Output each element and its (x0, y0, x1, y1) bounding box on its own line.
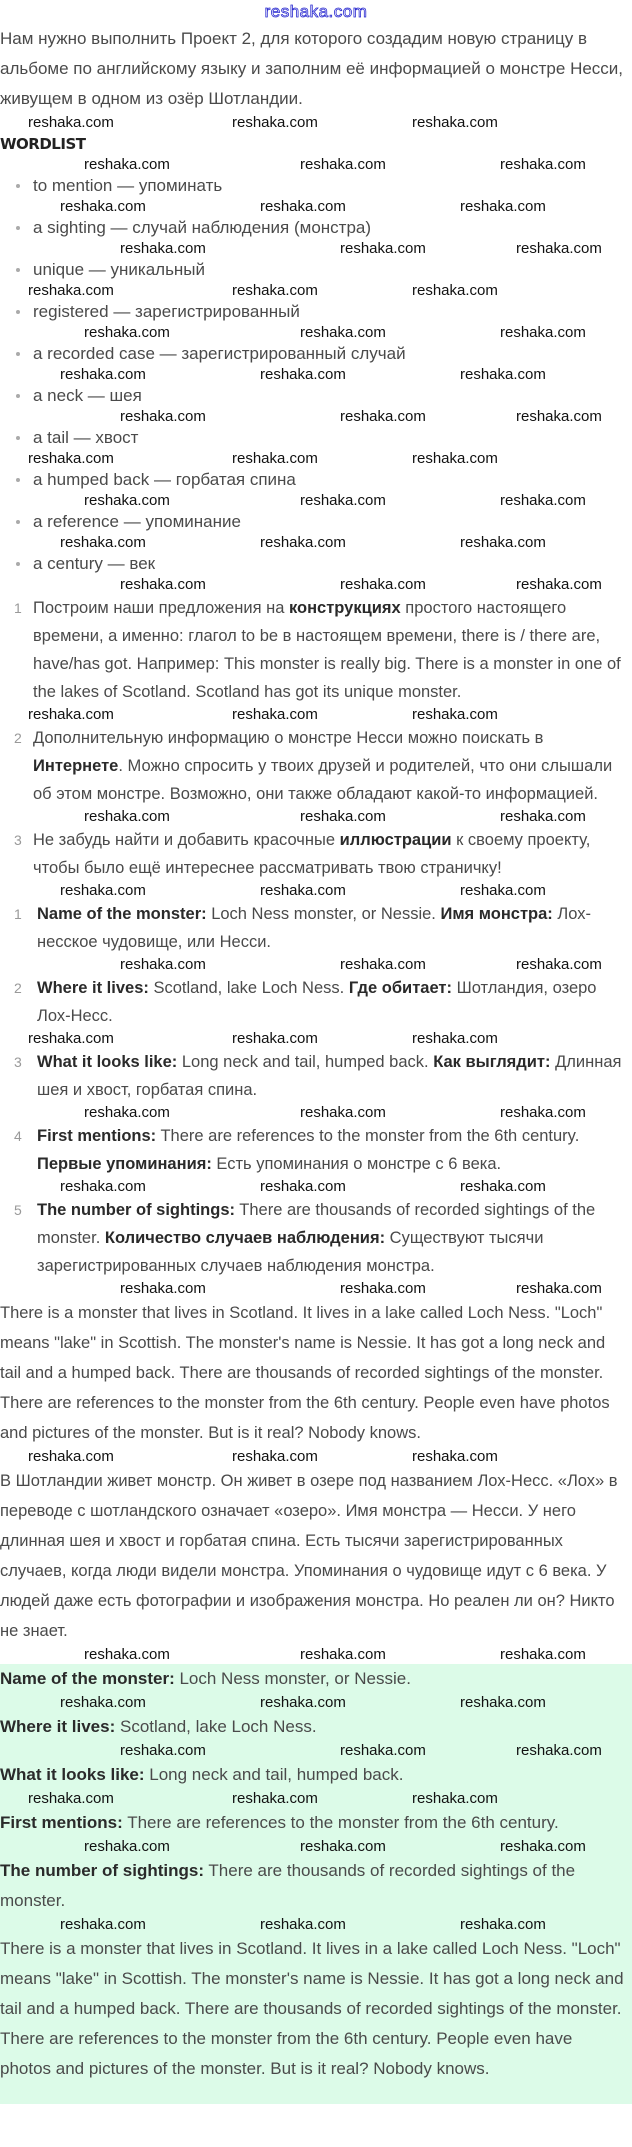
watermark: reshaka.com (260, 1916, 346, 1933)
watermark: reshaka.com (260, 198, 346, 215)
watermark-row (0, 1030, 632, 1048)
watermark-row (0, 1916, 632, 1934)
watermark: reshaka.com (460, 1694, 546, 1711)
answer-text: Long neck and tail, humped back. (144, 1765, 404, 1784)
bullet-icon (16, 268, 20, 272)
wordlist-item (0, 426, 632, 450)
watermark: reshaka.com (516, 408, 602, 425)
watermark: reshaka.com (84, 156, 170, 173)
watermark: reshaka.com (300, 492, 386, 509)
wordlist-item (0, 510, 632, 534)
russian-text: В Шотландии живет монстр. Он живет в озере под названием Лох-Несс. «Лох» в переводе с шотландского означает «озеро». Имя монстра — Несси. У него длинная шея и хвост и горбатая спина. Есть тысячи зарегистрированных случаев, когда люди видели монстра. Упоминания о чудовище идут с 6 века. У людей даже есть фотографии и изображения монстра. Но реален ли он? Никто не знает. (0, 1472, 618, 1640)
watermark: reshaka.com (500, 1838, 586, 1855)
fact-text-ru: Шотландия, озеро Лох-Несс. (37, 979, 597, 1025)
watermark: reshaka.com (340, 1280, 426, 1297)
watermark: reshaka.com (516, 956, 602, 973)
wordlist-item (0, 342, 632, 366)
watermark: reshaka.com (120, 956, 206, 973)
step-text: простого настоящего времени, а именно: глагол to be в настоящем времени, there is / there are, have/has got. Например: This monster is really big. There is a monster in one of the lakes of Scotland. Scotland has got its unique monster. (33, 599, 621, 701)
watermark-row (0, 1742, 632, 1760)
wordlist-item-text: a humped back — горбатая спина (33, 470, 296, 489)
step-item (0, 724, 632, 808)
fact-item (0, 974, 632, 1030)
fact-label: The number of sightings: (37, 1201, 235, 1219)
watermark: reshaka.com (412, 114, 498, 131)
watermark: reshaka.com (412, 1030, 498, 1047)
fact-label-ru: Количество случаев наблюдения: (104, 1229, 386, 1247)
watermark: reshaka.com (60, 1694, 146, 1711)
watermark: reshaka.com (516, 1742, 602, 1759)
fact-number: 4 (14, 1128, 22, 1144)
watermark-row (0, 450, 632, 468)
watermark: reshaka.com (516, 576, 602, 593)
watermark-row (0, 808, 632, 826)
step-item (0, 826, 632, 882)
answer-label: First mentions: (0, 1813, 123, 1832)
watermark-row (0, 1178, 632, 1196)
watermark: reshaka.com (500, 1646, 586, 1663)
wordlist-item-text: to mention — упоминать (33, 176, 223, 195)
bullet-icon (16, 184, 20, 188)
step-number: 2 (14, 730, 22, 746)
watermark: reshaka.com (60, 198, 146, 215)
watermark: reshaka.com (120, 576, 206, 593)
watermark-row (0, 1448, 632, 1466)
fact-text: There are thousands of recorded sightings of the monster. (37, 1201, 596, 1247)
watermark: reshaka.com (84, 1104, 170, 1121)
wordlist-item-text: a recorded case — зарегистрированный случай (33, 344, 406, 363)
watermark: reshaka.com (340, 408, 426, 425)
fact-text-ru: Существуют тысячи зарегистрированных случаев наблюдения монстра. (37, 1229, 544, 1275)
fact-number: 2 (14, 980, 22, 996)
watermark: reshaka.com (120, 1280, 206, 1297)
watermark-row (0, 882, 632, 900)
watermark: reshaka.com (516, 240, 602, 257)
answer-label: Name of the monster: (0, 1669, 175, 1688)
wordlist-item (0, 174, 632, 198)
answer-line (0, 1664, 630, 1694)
watermark: reshaka.com (84, 324, 170, 341)
wordlist-item-text: registered — зарегистрированный (33, 302, 300, 321)
wordlist-item (0, 384, 632, 408)
fact-label: What it looks like: (37, 1053, 178, 1071)
watermark: reshaka.com (28, 706, 114, 723)
watermark: reshaka.com (300, 1838, 386, 1855)
watermark: reshaka.com (300, 1104, 386, 1121)
fact-number: 3 (14, 1054, 22, 1070)
wordlist-item-text: unique — уникальный (33, 260, 206, 279)
watermark: reshaka.com (28, 282, 114, 299)
wordlist-item-text: a tail — хвост (33, 428, 139, 447)
watermark: reshaka.com (232, 706, 318, 723)
header-watermark: reshaka.com (264, 2, 368, 21)
answer-label: Where it lives: (0, 1717, 116, 1736)
intro-text: Нам нужно выполнить Проект 2, для которого создадим новую страницу в альбоме по английскому языку и заполним её информацией о монстре Несси, живущем в одном из озёр Шотландии. (0, 29, 624, 108)
watermark: reshaka.com (300, 808, 386, 825)
bullet-icon (16, 520, 20, 524)
watermark: reshaka.com (412, 282, 498, 299)
answer-label: The number of sightings: (0, 1861, 204, 1880)
watermark-row (0, 1838, 632, 1856)
answer-label: What it looks like: (0, 1765, 145, 1784)
step-text: Построим наши предложения на (33, 599, 289, 617)
watermark: reshaka.com (232, 1448, 318, 1465)
bullet-icon (16, 478, 20, 482)
watermark-row (0, 492, 632, 510)
wordlist-item (0, 258, 632, 282)
watermark-row (0, 1790, 632, 1808)
watermark-row (0, 198, 632, 216)
fact-label-ru: Первые упоминания: (37, 1155, 212, 1173)
wordlist-item (0, 300, 632, 324)
wordlist-item-text: a reference — упоминание (33, 512, 241, 531)
answer-text: Loch Ness monster, or Nessie. (174, 1669, 411, 1688)
step-bold: Интернете (33, 757, 119, 775)
watermark-row (0, 1280, 632, 1298)
answer-paragraph: There is a monster that lives in Scotland. It lives in a lake called Loch Ness. "Loch" means "lake" in Scottish. The monster's name is Nessie. It has got a long neck and tail and a humped back. There are thousands of recorded sightings of the monster. There are references to the monster from the 6th century. People even have photos and pictures of the monster. But is it real? Nobody knows. (0, 1939, 624, 2078)
step-item (0, 594, 632, 706)
step-text: Не забудь найти и добавить красочные (33, 831, 340, 849)
watermark: reshaka.com (60, 882, 146, 899)
watermark: reshaka.com (28, 450, 114, 467)
watermark-row (0, 240, 632, 258)
fact-text: Scotland, lake Loch Ness. (148, 979, 349, 997)
watermark: reshaka.com (260, 366, 346, 383)
wordlist-item-text: a sighting — случай наблюдения (монстра) (33, 218, 372, 237)
watermark: reshaka.com (232, 450, 318, 467)
wordlist-title: WORDLIST (0, 135, 86, 153)
bullet-icon (16, 562, 20, 566)
watermark: reshaka.com (500, 808, 586, 825)
watermark: reshaka.com (340, 956, 426, 973)
answer-line (0, 1808, 630, 1838)
wordlist-item (0, 468, 632, 492)
watermark: reshaka.com (260, 1178, 346, 1195)
watermark: reshaka.com (460, 534, 546, 551)
fact-label-ru: Как выглядит: (433, 1053, 551, 1071)
answer-text: There are references to the monster from the 6th century. (122, 1813, 559, 1832)
step-number: 1 (14, 600, 22, 616)
watermark: reshaka.com (120, 240, 206, 257)
fact-number: 5 (14, 1202, 22, 1218)
fact-number: 1 (14, 906, 22, 922)
watermark-row (0, 706, 632, 724)
step-text: к своему проекту, чтобы было ещё интереснее рассматривать твою страничку! (33, 831, 591, 877)
watermark: reshaka.com (60, 1916, 146, 1933)
watermark: reshaka.com (460, 366, 546, 383)
wordlist-item-text: a century — век (33, 554, 156, 573)
watermark: reshaka.com (232, 114, 318, 131)
fact-label-ru: Имя монстра: (440, 905, 553, 923)
watermark: reshaka.com (340, 240, 426, 257)
fact-label: Name of the monster: (37, 905, 207, 923)
wordlist-item (0, 216, 632, 240)
step-text: Дополнительную информацию о монстре Несси можно поискать в (33, 729, 544, 747)
watermark: reshaka.com (260, 1694, 346, 1711)
watermark: reshaka.com (60, 1178, 146, 1195)
watermark: reshaka.com (84, 808, 170, 825)
fact-item (0, 1122, 632, 1178)
watermark: reshaka.com (412, 1448, 498, 1465)
step-text: . Можно спросить у твоих друзей и родителей, что они слышали об этом монстре. Возможно, они также обладают какой-то информацией. (33, 757, 613, 803)
watermark: reshaka.com (340, 576, 426, 593)
watermark-row (0, 366, 632, 384)
wordlist-item-text: a neck — шея (33, 386, 142, 405)
watermark: reshaka.com (28, 1790, 114, 1807)
bullet-icon (16, 436, 20, 440)
watermark: reshaka.com (460, 882, 546, 899)
watermark: reshaka.com (120, 1742, 206, 1759)
watermark: reshaka.com (500, 324, 586, 341)
watermark-row (0, 156, 632, 174)
watermark: reshaka.com (460, 1916, 546, 1933)
watermark-row (0, 956, 632, 974)
watermark: reshaka.com (500, 492, 586, 509)
watermark: reshaka.com (260, 882, 346, 899)
watermark-row (0, 1104, 632, 1122)
step-number: 3 (14, 832, 22, 848)
fact-text-ru: Лох-несское чудовище, или Несси. (37, 905, 591, 951)
watermark: reshaka.com (120, 408, 206, 425)
watermark: reshaka.com (84, 1838, 170, 1855)
fact-text: Loch Ness monster, or Nessie. (206, 905, 441, 923)
watermark: reshaka.com (300, 1646, 386, 1663)
watermark: reshaka.com (300, 324, 386, 341)
fact-label: First mentions: (37, 1127, 157, 1145)
watermark: reshaka.com (28, 114, 114, 131)
watermark: reshaka.com (412, 450, 498, 467)
watermark: reshaka.com (460, 1178, 546, 1195)
step-bold: иллюстрации (339, 831, 452, 849)
step-bold: конструкциях (288, 599, 401, 617)
answer-text: There are thousands of recorded sightings of the monster. (0, 1861, 576, 1910)
answer-line (0, 1712, 630, 1742)
answer-text: Scotland, lake Loch Ness. (115, 1717, 317, 1736)
answer-line (0, 1760, 630, 1790)
fact-label: Where it lives: (37, 979, 149, 997)
fact-text: There are references to the monster from the 6th century. (156, 1127, 580, 1145)
fact-item (0, 900, 632, 956)
fact-text-ru: Есть упоминания о монстре с 6 века. (211, 1155, 502, 1173)
watermark: reshaka.com (516, 1280, 602, 1297)
watermark: reshaka.com (84, 1646, 170, 1663)
watermark: reshaka.com (412, 1790, 498, 1807)
watermark-row (0, 1694, 632, 1712)
watermark: reshaka.com (260, 534, 346, 551)
watermark-row (0, 114, 632, 132)
watermark: reshaka.com (340, 1742, 426, 1759)
watermark: reshaka.com (412, 706, 498, 723)
watermark: reshaka.com (84, 492, 170, 509)
bullet-icon (16, 394, 20, 398)
bullet-icon (16, 310, 20, 314)
watermark: reshaka.com (28, 1448, 114, 1465)
watermark: reshaka.com (60, 534, 146, 551)
watermark: reshaka.com (60, 366, 146, 383)
watermark: reshaka.com (232, 282, 318, 299)
watermark: reshaka.com (500, 156, 586, 173)
watermark-row (0, 1646, 632, 1664)
english-text: There is a monster that lives in Scotland. It lives in a lake called Loch Ness. "Loch" means "lake" in Scottish. The monster's name is Nessie. It has got a long neck and tail and a humped back. There are thousands of recorded sightings of the monster. There are references to the monster from the 6th century. People even have photos and pictures of the monster. But is it real? Nobody knows. (0, 1304, 610, 1442)
watermark-row (0, 324, 632, 342)
bullet-icon (16, 226, 20, 230)
watermark: reshaka.com (460, 198, 546, 215)
watermark: reshaka.com (28, 1030, 114, 1047)
watermark-row (0, 282, 632, 300)
watermark: reshaka.com (232, 1790, 318, 1807)
watermark: reshaka.com (300, 156, 386, 173)
watermark-row (0, 576, 632, 594)
fact-item (0, 1196, 632, 1280)
fact-text: Long neck and tail, humped back. (177, 1053, 434, 1071)
wordlist (0, 174, 632, 594)
fact-text-ru: Длинная шея и хвост, горбатая спина. (37, 1053, 622, 1099)
answer-line (0, 1856, 630, 1916)
fact-item (0, 1048, 632, 1104)
bullet-icon (16, 352, 20, 356)
watermark: reshaka.com (232, 1030, 318, 1047)
fact-label-ru: Где обитает: (348, 979, 452, 997)
wordlist-item (0, 552, 632, 576)
watermark-row (0, 408, 632, 426)
watermark-row (0, 534, 632, 552)
watermark: reshaka.com (500, 1104, 586, 1121)
answer-box (0, 1664, 632, 2104)
